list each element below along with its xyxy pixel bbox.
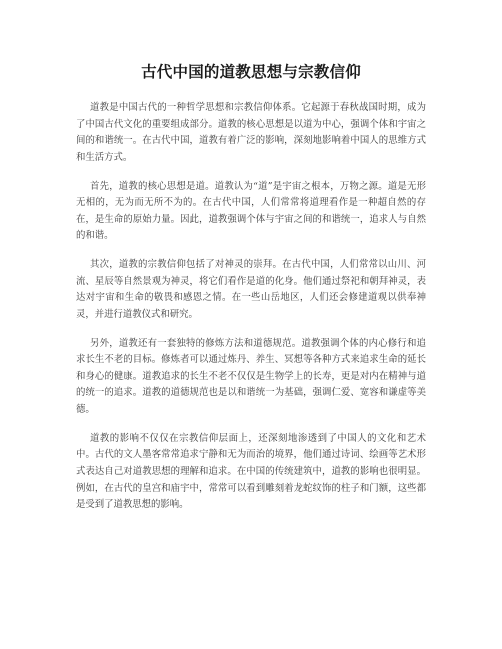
paragraph-influence: 道教的影响不仅仅在宗教信仰层面上，还深刻地渗透到了中国人的文化和艺术中。古代的文人墨客常常追求宁静和无为而治的境界，他们通过诗词、绘画等艺术形式表达自己对道教思想的理解和追求。在中国的传统建筑中，道教的影响也很明显。例如，在古代的皇宫和庙宇中，常常可以看到雕刻着龙蛇纹饰的柱子和门额，这些都是受到了道教思想的影响。: [76, 432, 426, 511]
paragraph-core-thought: 首先，道教的核心思想是道。道教认为“道”是宇宙之根本，万物之源。道是无形无相的，无为而无所不为的。在古代中国，人们常常将道理看作是一种超自然的存在，是生命的原始力量。因此，道教强调个体与宇宙之间的和谐统一，追求人与自然的和谐。: [76, 180, 426, 242]
paragraph-worship: 其次，道教的宗教信仰包括了对神灵的崇拜。在古代中国，人们常常以山川、河流、星辰等自然景观为神灵，将它们看作是道的化身。他们通过祭祀和朝拜神灵，表达对宇宙和生命的敬畏和感恩之情。在一些山岳地区，人们还会修建道观以供奉神灵，并进行道教仪式和研究。: [76, 259, 426, 320]
document-title: 古代中国的道教思想与宗教信仰: [141, 63, 361, 81]
paragraph-cultivation: 另外，道教还有一套独特的修炼方法和道德规范。道教强调个体的内心修行和追求长生不老的目标。修炼者可以通过炼丹、养生、冥想等各种方式来追求生命的延长和身心的健康。道教追求的长生不老不仅仅是生物学上的长寿，更是对内在精神与道的统一的追求。道教的道德规范也是以和谐统一为基础，强调仁爱、宽容和谦虚等美德。: [76, 337, 426, 416]
document-body: [76, 100, 426, 526]
paragraph-intro: 道教是中国古代的一种哲学思想和宗教信仰体系。它起源于春秋战国时期，成为了中国古代文化的重要组成部分。道教的核心思想是以道为中心，强调个体和宇宙之间的和谐统一。在古代中国，道教有着广泛的影响，深刻地影响着中国人的思维方式和生活方式。: [76, 102, 426, 163]
